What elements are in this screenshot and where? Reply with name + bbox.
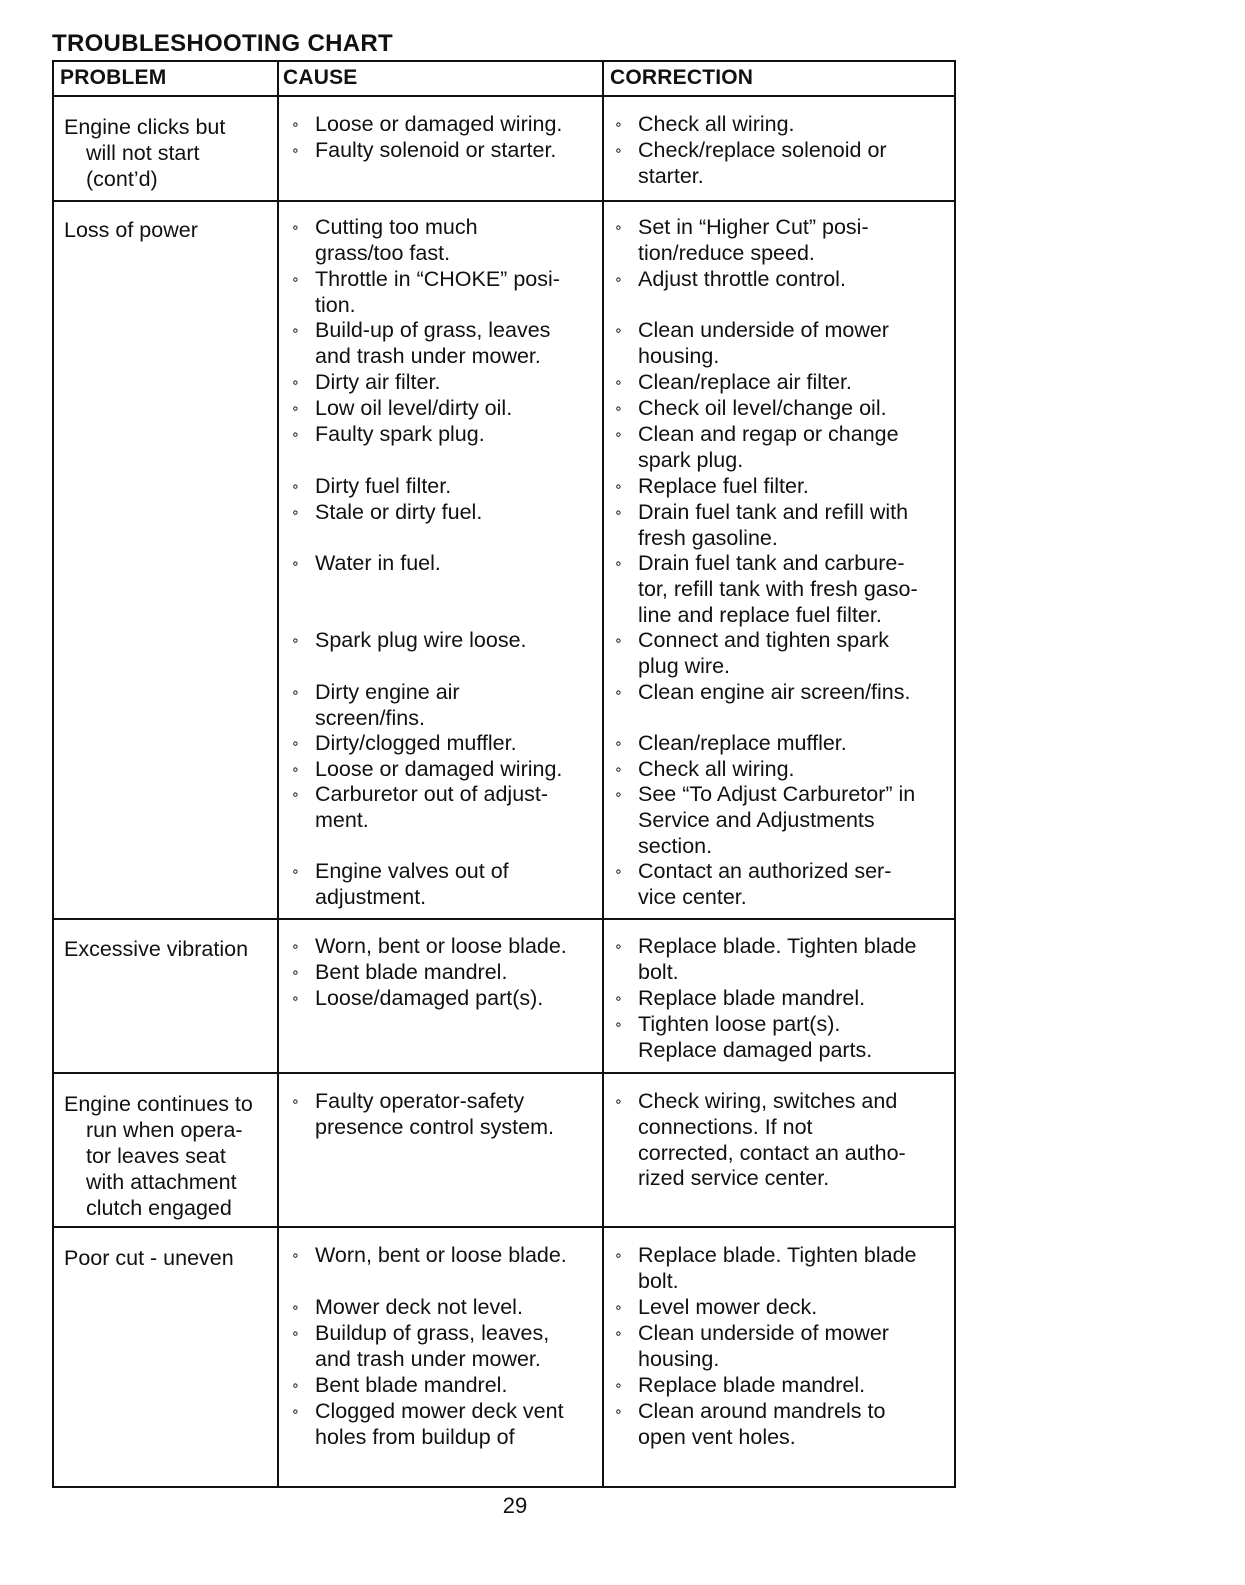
problem-line: run when opera- (86, 1118, 243, 1142)
bullet-icon: ∘ (291, 863, 300, 879)
bullet-icon: ∘ (291, 1403, 300, 1419)
cause-text: Loose/damaged part(s). (315, 986, 544, 1010)
header-cause: CAUSE (283, 66, 358, 89)
cause-text: Cutting too much grass/too fast. (315, 215, 478, 265)
bullet-icon: ∘ (614, 1093, 623, 1109)
cause-item (291, 267, 591, 319)
cause-item (291, 474, 591, 500)
bullet-icon: ∘ (614, 478, 623, 494)
bullet-icon: ∘ (614, 1325, 623, 1341)
column-divider (277, 62, 279, 1486)
correction-item (614, 551, 944, 628)
cause-item (291, 215, 591, 267)
bullet-icon: ∘ (291, 1247, 300, 1263)
correction-text: Adjust throttle control. (638, 267, 846, 291)
cause-text: Loose or damaged wiring. (315, 757, 563, 781)
page-title: TROUBLESHOOTING CHART (52, 30, 393, 57)
bullet-icon: ∘ (291, 1299, 300, 1315)
cause-item (291, 500, 591, 526)
cause-item (291, 370, 591, 396)
cause-text: Dirty air filter. (315, 370, 441, 394)
problem-line: with attachment (86, 1170, 237, 1194)
row-divider (54, 918, 954, 920)
correction-item (614, 474, 944, 500)
cause-item (291, 934, 591, 960)
correction-item (614, 782, 944, 859)
cause-text: Spark plug wire loose. (315, 628, 527, 652)
cause-item (291, 731, 591, 757)
correction-item (614, 500, 944, 552)
bullet-icon: ∘ (614, 504, 623, 520)
bullet-icon: ∘ (291, 555, 300, 571)
correction-item (614, 267, 944, 293)
cause-text: Faulty spark plug. (315, 422, 485, 446)
cause-item (291, 859, 591, 911)
correction-item (614, 138, 944, 190)
bullet-icon: ∘ (291, 374, 300, 390)
correction-text: Drain fuel tank and carbure- tor, refill tank with fresh gaso- line and replace fuel filter. (638, 551, 918, 627)
problem-line: will not start (86, 141, 200, 165)
cause-item (291, 422, 591, 448)
correction-item (614, 1089, 944, 1192)
correction-text: Check/replace solenoid or starter. (638, 138, 887, 188)
problem-line: Excessive vibration (64, 937, 249, 961)
cause-text: Mower deck not level. (315, 1295, 523, 1319)
cause-text: Stale or dirty fuel. (315, 500, 483, 524)
problem-line: (cont’d) (86, 167, 158, 191)
correction-text: Clean/replace air filter. (638, 370, 852, 394)
cause-text: Bent blade mandrel. (315, 1373, 508, 1397)
correction-item (614, 1373, 944, 1399)
problem-line: Loss of power (64, 218, 198, 242)
cause-text: Engine valves out of adjustment. (315, 859, 509, 909)
correction-text: Replace fuel filter. (638, 474, 809, 498)
correction-text: Replace blade mandrel. (638, 1373, 866, 1397)
bullet-icon: ∘ (614, 271, 623, 287)
bullet-icon: ∘ (614, 1299, 623, 1315)
correction-text: Level mower deck. (638, 1295, 818, 1319)
cause-text: Bent blade mandrel. (315, 960, 508, 984)
problem-cell (64, 114, 264, 192)
bullet-icon: ∘ (291, 761, 300, 777)
bullet-icon: ∘ (291, 400, 300, 416)
cause-text: Dirty/clogged muffler. (315, 731, 517, 755)
cause-text: Low oil level/dirty oil. (315, 396, 513, 420)
bullet-icon: ∘ (291, 271, 300, 287)
correction-text: Clean engine air screen/fins. (638, 680, 911, 704)
correction-text: Set in “Higher Cut” posi- tion/reduce speed. (638, 215, 869, 265)
bullet-icon: ∘ (614, 555, 623, 571)
cause-text: Worn, bent or loose blade. (315, 1243, 567, 1267)
cause-item (291, 396, 591, 422)
correction-text: Drain fuel tank and refill with fresh gasoline. (638, 500, 909, 550)
correction-text: Clean underside of mower housing. (638, 318, 889, 368)
cause-item (291, 1373, 591, 1399)
cause-text: Build-up of grass, leaves and trash under mower. (315, 318, 551, 368)
bullet-icon: ∘ (291, 1377, 300, 1393)
cause-item (291, 628, 591, 654)
cause-item (291, 138, 591, 164)
bullet-icon: ∘ (291, 116, 300, 132)
bullet-icon: ∘ (291, 684, 300, 700)
bullet-icon: ∘ (614, 735, 623, 751)
cause-text: Throttle in “CHOKE” posi- tion. (315, 267, 560, 317)
page-number: 29 (502, 1493, 528, 1518)
correction-item (614, 1295, 944, 1321)
problem-line: tor leaves seat (86, 1144, 226, 1168)
problem-cell (64, 1091, 264, 1221)
bullet-icon: ∘ (614, 116, 623, 132)
correction-item (614, 396, 944, 422)
correction-text: Replace blade. Tighten blade bolt. (638, 1243, 917, 1293)
bullet-icon: ∘ (291, 478, 300, 494)
correction-text: Clean/replace muffler. (638, 731, 847, 755)
bullet-icon: ∘ (614, 374, 623, 390)
correction-text: Check wiring, switches and connections. If not corrected, contact an autho- rized service center. (638, 1089, 906, 1191)
correction-item (614, 1243, 944, 1295)
cause-item (291, 1321, 591, 1373)
correction-text: Tighten loose part(s). Replace damaged parts. (638, 1012, 873, 1062)
bullet-icon: ∘ (291, 786, 300, 802)
row-divider (54, 200, 954, 202)
cause-text: Dirty fuel filter. (315, 474, 452, 498)
cause-item (291, 1399, 591, 1451)
cause-text: Loose or damaged wiring. (315, 112, 563, 136)
bullet-icon: ∘ (291, 964, 300, 980)
troubleshooting-table (52, 60, 956, 1488)
bullet-icon: ∘ (614, 786, 623, 802)
bullet-icon: ∘ (614, 1247, 623, 1263)
correction-text: Clean and regap or change spark plug. (638, 422, 899, 472)
bullet-icon: ∘ (614, 1377, 623, 1393)
bullet-icon: ∘ (614, 863, 623, 879)
bullet-icon: ∘ (614, 400, 623, 416)
correction-text: Check all wiring. (638, 112, 795, 136)
problem-cell (64, 936, 264, 962)
cause-text: Buildup of grass, leaves, and trash under mower. (315, 1321, 550, 1371)
correction-item (614, 986, 944, 1012)
cause-text: Worn, bent or loose blade. (315, 934, 567, 958)
bullet-icon: ∘ (291, 219, 300, 235)
bullet-icon: ∘ (291, 426, 300, 442)
cause-text: Faulty operator-safety presence control system. (315, 1089, 554, 1139)
bullet-icon: ∘ (614, 1403, 623, 1419)
cause-item (291, 1243, 591, 1269)
correction-text: Check all wiring. (638, 757, 795, 781)
cause-text: Water in fuel. (315, 551, 441, 575)
row-divider (54, 1072, 954, 1074)
cause-text: Clogged mower deck vent holes from buildup of (315, 1399, 564, 1449)
bullet-icon: ∘ (291, 1325, 300, 1341)
bullet-icon: ∘ (291, 1093, 300, 1109)
cause-item (291, 680, 591, 732)
bullet-icon: ∘ (614, 322, 623, 338)
bullet-icon: ∘ (614, 938, 623, 954)
cause-item (291, 112, 591, 138)
bullet-icon: ∘ (291, 504, 300, 520)
bullet-icon: ∘ (614, 142, 623, 158)
correction-text: Connect and tighten spark plug wire. (638, 628, 889, 678)
cause-text: Faulty solenoid or starter. (315, 138, 557, 162)
cause-text: Dirty engine air screen/fins. (315, 680, 460, 730)
bullet-icon: ∘ (291, 142, 300, 158)
cause-item (291, 1089, 591, 1141)
bullet-icon: ∘ (614, 632, 623, 648)
cause-item (291, 318, 591, 370)
correction-item (614, 1321, 944, 1373)
correction-text: Check oil level/change oil. (638, 396, 887, 420)
bullet-icon: ∘ (291, 990, 300, 1006)
correction-text: Contact an authorized ser- vice center. (638, 859, 892, 909)
correction-text: Replace blade mandrel. (638, 986, 866, 1010)
correction-text: Clean around mandrels to open vent holes. (638, 1399, 886, 1449)
bullet-icon: ∘ (614, 1016, 623, 1032)
cause-item (291, 1295, 591, 1321)
correction-item (614, 757, 944, 783)
correction-item (614, 112, 944, 138)
cause-item (291, 782, 591, 834)
correction-item (614, 628, 944, 680)
row-divider (54, 1226, 954, 1228)
correction-item (614, 680, 944, 706)
bullet-icon: ∘ (291, 735, 300, 751)
problem-line: Engine clicks but (64, 115, 226, 139)
header-divider (54, 95, 954, 97)
correction-item (614, 1399, 944, 1451)
correction-text: Clean underside of mower housing. (638, 1321, 889, 1371)
bullet-icon: ∘ (291, 322, 300, 338)
problem-line: Poor cut - uneven (64, 1246, 234, 1270)
problem-cell (64, 217, 264, 243)
correction-item (614, 859, 944, 911)
cause-text: Carburetor out of adjust- ment. (315, 782, 549, 832)
bullet-icon: ∘ (291, 938, 300, 954)
correction-item (614, 731, 944, 757)
cause-item (291, 757, 591, 783)
bullet-icon: ∘ (614, 684, 623, 700)
cause-item (291, 986, 591, 1012)
cause-item (291, 551, 591, 577)
bullet-icon: ∘ (614, 219, 623, 235)
problem-cell (64, 1245, 264, 1271)
cause-item (291, 960, 591, 986)
correction-item (614, 422, 944, 474)
bullet-icon: ∘ (614, 426, 623, 442)
correction-item (614, 215, 944, 267)
correction-item (614, 370, 944, 396)
problem-line: clutch engaged (86, 1196, 232, 1220)
bullet-icon: ∘ (291, 632, 300, 648)
correction-item (614, 934, 944, 986)
header-correction: CORRECTION (610, 66, 754, 89)
correction-text: Replace blade. Tighten blade bolt. (638, 934, 917, 984)
problem-line: Engine continues to (64, 1092, 253, 1116)
column-divider (602, 62, 604, 1486)
bullet-icon: ∘ (614, 990, 623, 1006)
correction-item (614, 318, 944, 370)
bullet-icon: ∘ (614, 761, 623, 777)
header-problem: PROBLEM (60, 66, 167, 89)
correction-text: See “To Adjust Carburetor” in Service and Adjustments section. (638, 782, 916, 858)
correction-item (614, 1012, 944, 1064)
